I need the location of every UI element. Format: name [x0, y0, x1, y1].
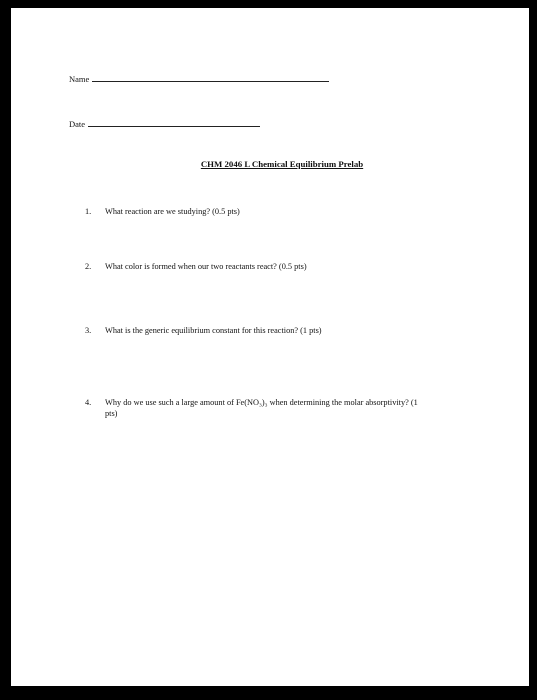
question-number: 1. — [85, 207, 92, 216]
question-number: 2. — [85, 262, 92, 271]
question-text: What color is formed when our two reactants react? (0.5 pts) — [105, 262, 307, 271]
date-field — [69, 119, 260, 129]
date-blank-line — [88, 126, 260, 127]
name-label: Name — [69, 74, 90, 84]
question-text: Why do we use such a large amount of Fe(NO₃)₃ when determining the molar absorptivity? (1 pts) — [105, 398, 418, 418]
question-1 — [85, 206, 425, 217]
question-3 — [85, 325, 425, 336]
name-field — [69, 74, 329, 84]
question-text: What is the generic equilibrium constant for this reaction? (1 pts) — [105, 326, 322, 335]
date-label: Date — [69, 119, 86, 129]
name-blank-line — [92, 81, 329, 82]
question-2 — [85, 261, 425, 272]
document-page — [11, 8, 529, 686]
question-number: 3. — [85, 326, 92, 335]
document-title: CHM 2046 L Chemical Equilibrium Prelab — [200, 159, 364, 169]
question-4 — [85, 397, 425, 419]
question-number: 4. — [85, 398, 92, 407]
question-text: What reaction are we studying? (0.5 pts) — [105, 207, 240, 216]
